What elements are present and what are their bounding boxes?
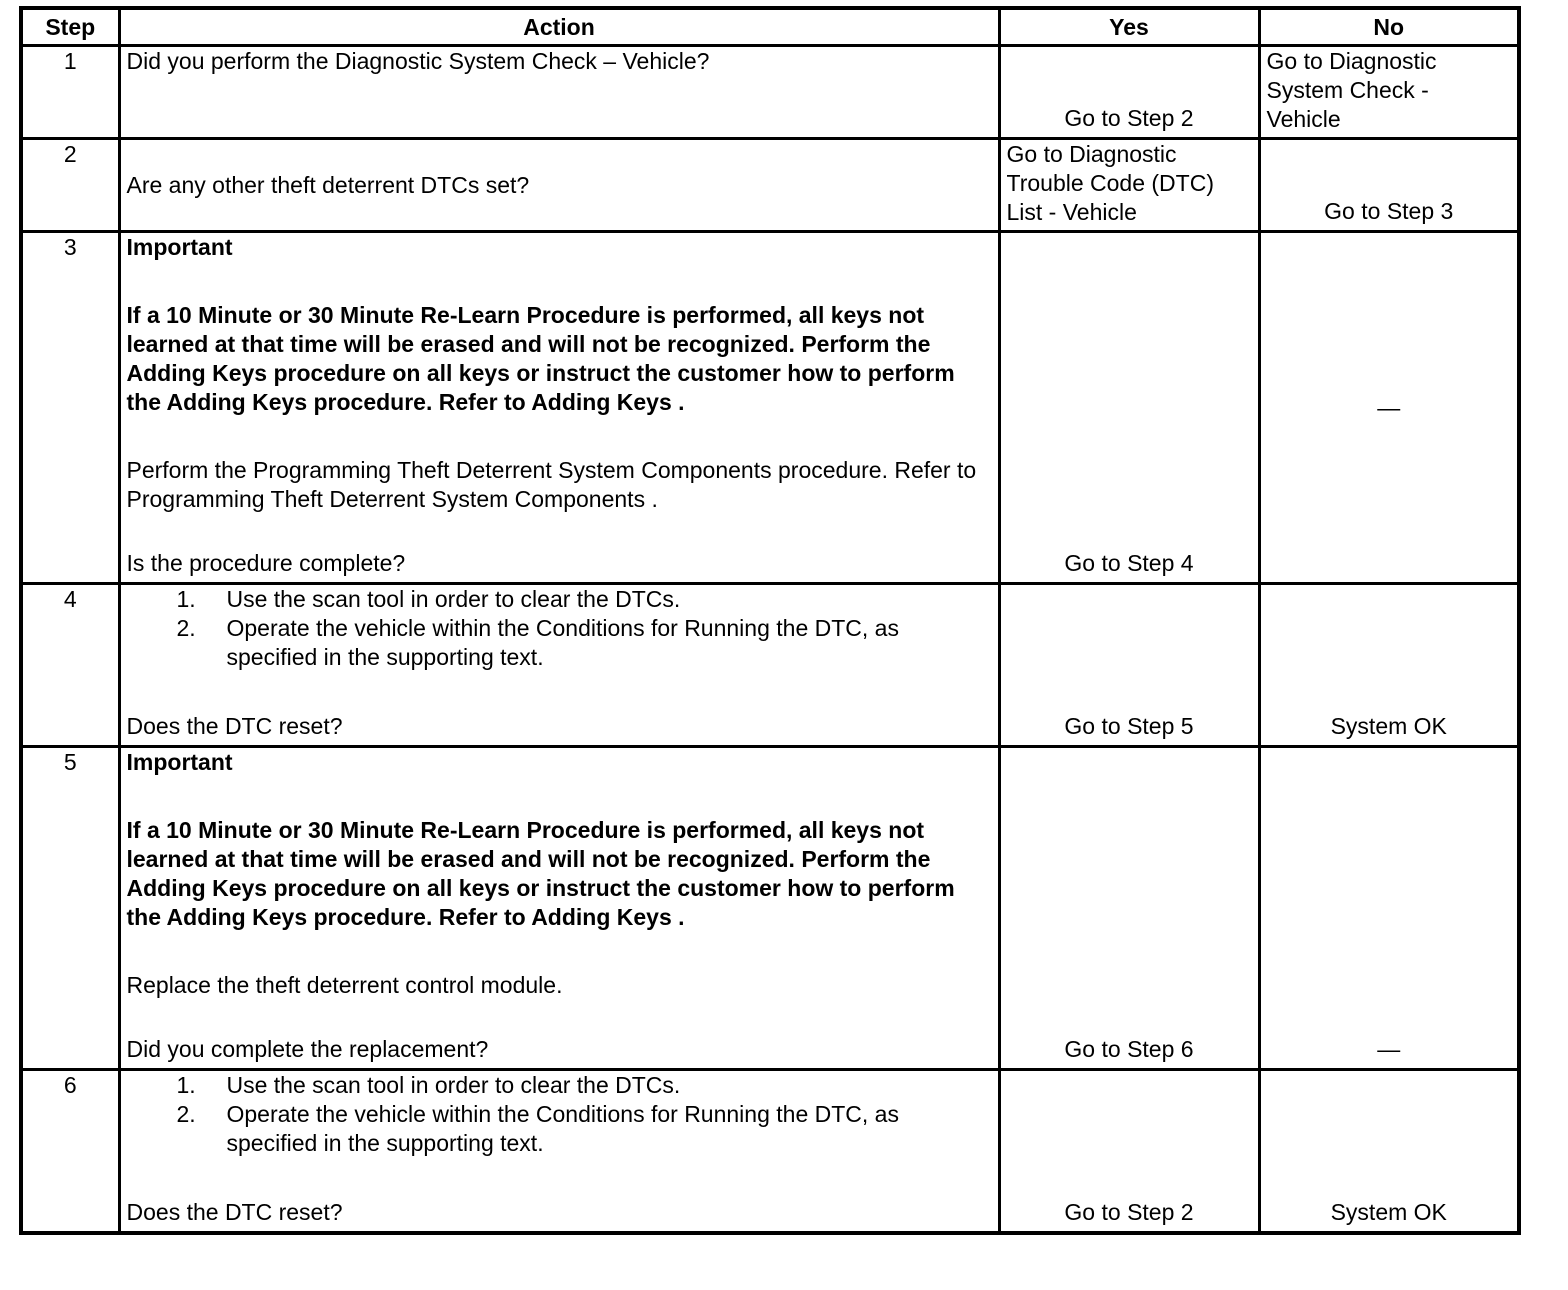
header-step: Step xyxy=(21,8,119,46)
no-cell xyxy=(1259,584,1519,747)
yes-cell xyxy=(999,1070,1259,1234)
list-item-text: Use the scan tool in order to clear the DTCs. xyxy=(226,1072,681,1098)
action-cell xyxy=(119,584,999,747)
no-cell xyxy=(1259,1070,1519,1234)
list-item-number: 2. xyxy=(176,1101,196,1127)
no-outcome: — xyxy=(1377,1036,1401,1062)
no-cell xyxy=(1259,139,1519,232)
no-outcome: — xyxy=(1377,394,1401,420)
action-cell xyxy=(119,747,999,1070)
yes-cell xyxy=(999,584,1259,747)
action-question: Did you complete the replacement? xyxy=(126,1036,489,1062)
table-row xyxy=(21,139,1519,232)
action-cell xyxy=(119,232,999,584)
no-outcome: System OK xyxy=(1330,713,1447,739)
table-row xyxy=(21,46,1519,139)
yes-cell xyxy=(999,232,1259,584)
list-item-text: Use the scan tool in order to clear the DTCs. xyxy=(226,586,681,612)
no-cell xyxy=(1259,747,1519,1070)
action-cell xyxy=(119,46,999,139)
action-question: Are any other theft deterrent DTCs set? xyxy=(126,171,530,198)
yes-outcome: Go to Step 2 xyxy=(1064,105,1194,131)
list-item xyxy=(177,1071,992,1100)
action-question: Does the DTC reset? xyxy=(126,1199,343,1225)
important-note: If a 10 Minute or 30 Minute Re-Learn Procedure is performed, all keys not learned at that time will be erased and will not be recognized. Perform the Adding Keys procedure on all keys or instruct the customer how to perform the Adding Keys procedure. Refer to Adding Keys . xyxy=(126,302,955,415)
step-number: 4 xyxy=(21,584,119,747)
yes-outcome: Go to Step 6 xyxy=(1064,1036,1194,1062)
list-item-text: Operate the vehicle within the Conditions for Running the DTC, as specified in the supporting text. xyxy=(226,615,899,670)
action-question: Is the procedure complete? xyxy=(126,550,406,576)
no-cell xyxy=(1259,46,1519,139)
table-row xyxy=(21,584,1519,747)
yes-cell xyxy=(999,747,1259,1070)
header-yes: Yes xyxy=(999,8,1259,46)
list-item-number: 1. xyxy=(176,586,196,612)
step-number: 1 xyxy=(21,46,119,139)
no-outcome: Go to Diagnostic System Check - Vehicle xyxy=(1266,48,1437,132)
step-number: 6 xyxy=(21,1070,119,1234)
important-note: If a 10 Minute or 30 Minute Re-Learn Procedure is performed, all keys not learned at that time will be erased and will not be recognized. Perform the Adding Keys procedure on all keys or instruct the customer how to perform the Adding Keys procedure. Refer to Adding Keys . xyxy=(126,817,955,930)
action-question: Did you perform the Diagnostic System Check – Vehicle? xyxy=(126,48,710,74)
list-item-text: Operate the vehicle within the Conditions for Running the DTC, as specified in the supporting text. xyxy=(226,1101,899,1156)
list-item xyxy=(177,614,992,672)
no-outcome: System OK xyxy=(1330,1199,1447,1225)
list-item-number: 2. xyxy=(176,615,196,641)
step-number: 3 xyxy=(21,232,119,584)
list-item-number: 1. xyxy=(176,1072,196,1098)
diagnostic-table xyxy=(19,6,1521,1235)
yes-outcome: Go to Step 4 xyxy=(1064,550,1194,576)
yes-outcome: Go to Diagnostic Trouble Code (DTC) List - Vehicle xyxy=(1006,141,1214,225)
header-no: No xyxy=(1259,8,1519,46)
header-row xyxy=(21,8,1519,46)
action-cell xyxy=(119,139,999,232)
table-row xyxy=(21,1070,1519,1234)
table-row xyxy=(21,232,1519,584)
action-cell xyxy=(119,1070,999,1234)
procedure-list xyxy=(127,585,992,672)
action-text: Perform the Programming Theft Deterrent System Components procedure. Refer to Programming Theft Deterrent System Components . xyxy=(126,457,977,512)
no-outcome: Go to Step 3 xyxy=(1324,198,1454,224)
procedure-list xyxy=(127,1071,992,1158)
yes-cell xyxy=(999,46,1259,139)
action-text: Replace the theft deterrent control module. xyxy=(126,972,563,998)
list-item xyxy=(177,1100,992,1158)
step-number: 5 xyxy=(21,747,119,1070)
important-title: Important xyxy=(126,234,233,260)
table-row xyxy=(21,747,1519,1070)
list-item xyxy=(177,585,992,614)
important-title: Important xyxy=(126,749,233,775)
yes-outcome: Go to Step 5 xyxy=(1064,713,1194,739)
yes-outcome: Go to Step 2 xyxy=(1064,1199,1194,1225)
action-question: Does the DTC reset? xyxy=(126,713,343,739)
step-number: 2 xyxy=(21,139,119,232)
yes-cell xyxy=(999,139,1259,232)
header-action: Action xyxy=(119,8,999,46)
no-cell xyxy=(1259,232,1519,584)
